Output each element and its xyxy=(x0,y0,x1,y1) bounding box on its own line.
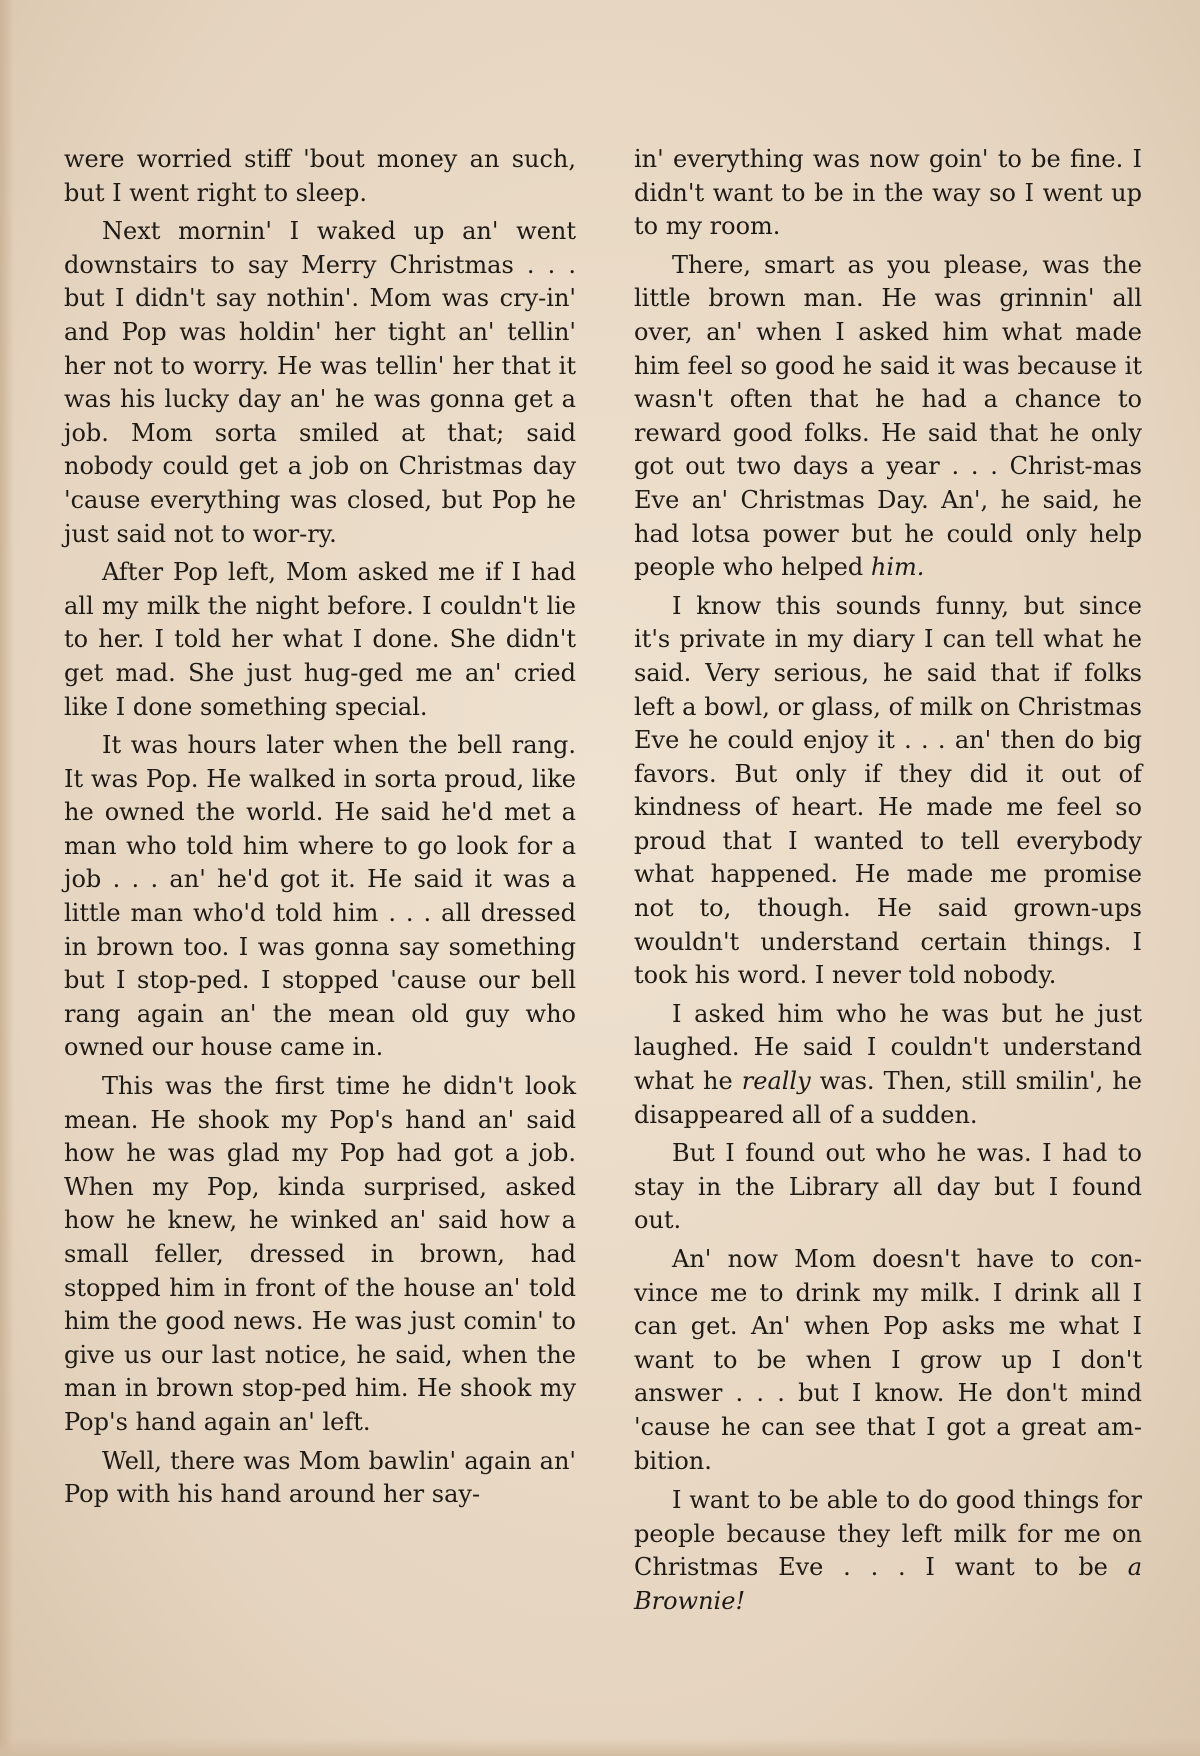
emphasis-text: a Brownie! xyxy=(634,1553,1142,1615)
paragraph: After Pop left, Mom asked me if I had all my milk the night before. I couldn't lie to her. I told her what I done. She didn't get mad. She just hug-ged me an' cried like I done something special. xyxy=(64,558,576,721)
paragraph: But I found out who he was. I had to stay in the Library all day but I found out. xyxy=(634,1139,1142,1235)
left-text-column xyxy=(64,143,576,1517)
right-text-column xyxy=(634,143,1142,1624)
paragraph: Next mornin' I waked up an' went downstairs to say Merry Christmas . . . but I didn't say nothin'. Mom was cry-in' and Pop was holdin' her tight an' tellin' her not to worry. He was tellin' her that it was his lucky day an' he was gonna get a job. Mom sorta smiled at that; said nobody could get a job on Christmas day 'cause everything was closed, but Pop he just said not to wor-ry. xyxy=(64,217,576,548)
paragraph: It was hours later when the bell rang. It was Pop. He walked in sorta proud, like he owned the world. He said he'd met a man who told him where to go look for a job . . . an' he'd got it. He said it was a little man who'd told him . . . all dressed in brown too. I was gonna say something but I stop-ped. I stopped 'cause our bell rang again an' the mean old guy who owned our house came in. xyxy=(64,731,576,1062)
paragraph: An' now Mom doesn't have to con-vince me to drink my milk. I drink all I can get. An' when Pop asks me what I want to be when I grow up I don't answer . . . but I know. He don't mind 'cause he can see that I got a great am-bition. xyxy=(634,1245,1142,1475)
paragraph xyxy=(634,998,1142,1132)
paragraph: I know this sounds funny, but since it's private in my diary I can tell what he said. Very serious, he said that if folks left a bowl, or glass, of milk on Christmas Eve he could enjoy it . . . an' then do big favors. But only if they did it out of kindness of heart. He made me feel so proud that I wanted to tell everybody what happened. He made me promise not to, though. He said grown-ups wouldn't understand certain things. I took his word. I never told nobody. xyxy=(634,591,1142,990)
paragraph: were worried stiff 'bout money an such, but I went right to sleep. xyxy=(64,145,576,207)
paragraph: This was the first time he didn't look mean. He shook my Pop's hand an' said how he was glad my Pop had got a job. When my Pop, kinda surprised, asked how he knew, he winked an' said how a small feller, dressed in brown, had stopped him in front of the house an' told him the good news. He was just comin' to give us our last notice, he said, when the man in brown stop-ped him. He shook my Pop's hand again an' left. xyxy=(64,1072,576,1436)
paragraph-text: I want to be able to do good things for people because they left milk for me on Christmas Eve . . . I want to be xyxy=(634,1486,1142,1582)
emphasis-text: really xyxy=(741,1067,811,1096)
paragraph: in' everything was now goin' to be fine. I didn't want to be in the way so I went up to my room. xyxy=(634,145,1142,241)
paragraph-text: I asked him who he was but he just laughed. He said I couldn't understand what he xyxy=(634,999,1142,1096)
emphasis-text: him. xyxy=(870,553,925,582)
paragraph xyxy=(634,1484,1142,1618)
page-edge-shadow xyxy=(0,0,14,1756)
paragraph: Well, there was Mom bawlin' again an' Pop with his hand around her say- xyxy=(64,1446,576,1509)
paragraph-text: was. Then, still smilin', he disappeared all of a sudden. xyxy=(634,1067,1142,1129)
paragraph xyxy=(634,249,1142,585)
page-edge-shadow xyxy=(0,1738,1200,1756)
paragraph-text: There, smart as you please, was the little brown man. He was grinnin' all over, an' when I asked him what made him feel so good he said it was because it wasn't often that he had a chance to reward good folks. He said that he only got out two days a year . . . Christ-mas Eve an' Christmas Day. An', he said, he had lotsa power but he could only help people who helped xyxy=(634,250,1142,582)
